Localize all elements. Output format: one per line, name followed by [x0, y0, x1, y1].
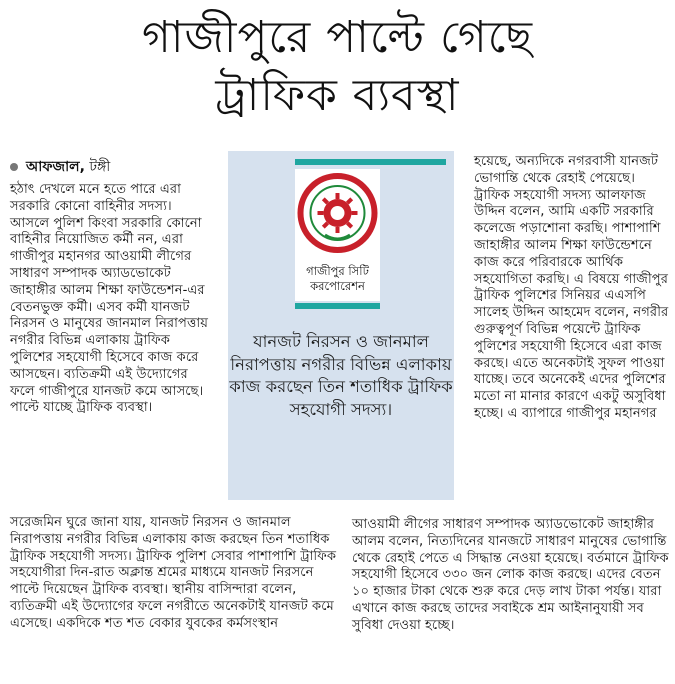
pull-quote: যানজট নিরসন ও জানমাল নিরাপত্তায় নগরীর বিভিন্ন এলাকায় কাজ করছেন তিন শতাধিক ট্রাফিক সহযোগী সদস্য।: [229, 332, 453, 419]
city-corporation-logo-icon: [295, 169, 380, 257]
bullet-icon: [10, 163, 18, 171]
article-column-bottom-left: সরেজমিন ঘুরে জানা যায়, যানজট নিরসন ও জানমাল নিরাপত্তায় নগরীর বিভিন্ন এলাকায় কাজ করছেন তিন শতাধিক ট্রাফিক সহযোগী সদস্য। ট্রাফিক পুলিশ সেবার পাশাপাশি ট্রাফিক সহযোগীরা দিন-রাত অক্লান্ত শ্রমের মাধ্যমে যানজট নিরসনে পাল্টে দিয়েছেন ট্রাফিক ব্যবস্থা। স্থানীয় বাসিন্দারা বলেন, ব্যতিক্রমী এই উদ্যোগের ফলে নগরীতে অনেকটাই যানজট কমে এসেছে। একদিকে শত শত বেকার যুবকের কর্মসংস্থান: [10, 515, 337, 631]
byline-place: টঙ্গী: [84, 159, 111, 175]
sidebar-box: [228, 151, 454, 500]
accent-bar: [295, 159, 446, 165]
logo-caption: গাজীপুর সিটি করপোরেশন: [295, 257, 380, 301]
byline: [10, 158, 110, 176]
article-column-left: হঠাৎ দেখলে মনে হতে পারে এরা সরকারি কোনো বাহিনীর সদস্য। আসলে পুলিশ কিংবা সরকারি কোনো বাহিনীর নিয়োজিত কর্মী নন, এরা গাজীপুর মহানগর আওয়ামী লীগের সাধারণ সম্পাদক অ্যাডভোকেট জাহাঙ্গীর আলম শিক্ষা ফাউন্ডেশন-এর বেতনভুক্ত কর্মী। এসব কর্মী যানজট নিরসন ও মানুষের জানমাল নিরাপত্তায় নগরীর বিভিন্ন এলাকায় ট্রাফিক পুলিশের সহযোগী হিসেবে কাজ করে আসছেন। ব্যতিক্রমী এই উদ্যোগের ফলে গাজীপুরে যানজট কমে আসছে। পাল্টে যাচ্ছে ট্রাফিক ব্যবস্থা।: [10, 182, 208, 416]
accent-bar-lower: [295, 303, 380, 309]
byline-author: আফজাল,: [26, 159, 85, 175]
headline-line-1: গাজীপুরে পাল্টে গেছে: [141, 12, 534, 63]
headline-line-2: ট্রাফিক ব্যবস্থা: [215, 70, 460, 121]
article-column-bottom-right: আওয়ামী লীগের সাধারণ সম্পাদক অ্যাডভোকেট জাহাঙ্গীর আলম বলেন, নিত্যদিনের যানজটে সাধারণ মানুষের ভোগান্তি থেকে রেহাই পেতে এ সিদ্ধান্ত নেওয়া হয়েছে। বর্তমানে ট্রাফিক সহযোগী হিসেবে ৩৩০ জন লোক কাজ করছে। এদের বেতন ১০ হাজার টাকা থেকে শুরু করে দেড় লাখ টাকা পর্যন্ত। যারা এখানে কাজ করছে তাদের সবাইকে শ্রম আইনানুযায়ী সব সুবিধা দেওয়া হচ্ছে।: [352, 517, 669, 633]
city-corporation-logo: [295, 169, 380, 257]
article-column-right: হয়েছে, অন্যদিকে নগরবাসী যানজট ভোগান্তি থেকে রেহাই পেয়েছে। ট্রাফিক সহযোগী সদস্য আলফাজ উদ্দিন বলেন, আমি একটি সরকারি কলেজে পড়াশোনা করছি। পাশাপাশি জাহাঙ্গীর আলম শিক্ষা ফাউন্ডেশনে কাজ করে পরিবারকে আর্থিক সহযোগিতা করছি। এ বিষয়ে গাজীপুর ট্রাফিক পুলিশের সিনিয়র এএসপি সালেহ উদ্দিন আহমেদ বলেন, নগরীর গুরুত্বপূর্ণ বিভিন্ন পয়েন্টে ট্রাফিক পুলিশের সহযোগী হিসেবে এরা কাজ করছে। এতে অনেকটাই সুফল পাওয়া যাচ্ছে। তবে অনেকেই এদের পুলিশের মতো না মানার কারণে একটু অসুবিধা হচ্ছে। এ ব্যাপারে গাজীপুর মহানগর: [474, 154, 669, 421]
